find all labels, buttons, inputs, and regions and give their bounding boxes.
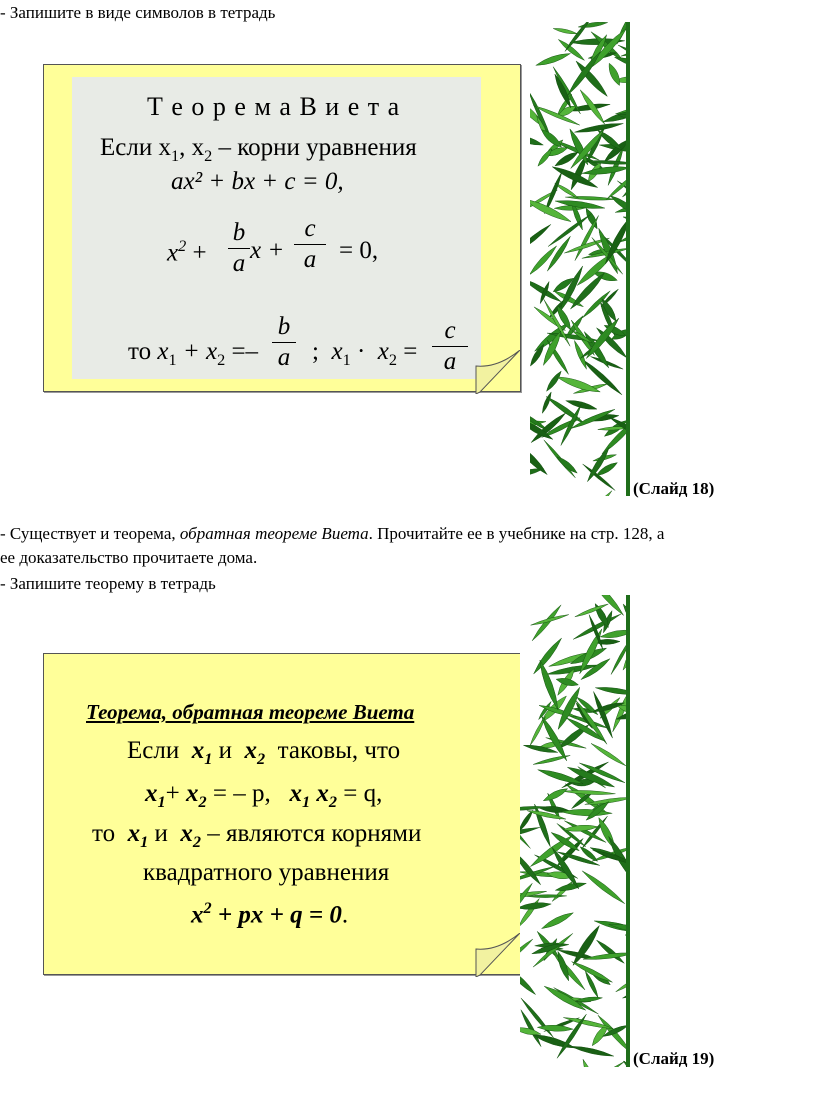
fraction-b-over-a: b a (228, 220, 250, 277)
converse-line-1: Если $x_1$ и $x_2$ таковы, что (127, 737, 401, 768)
theorem-condition: Если $x_1$, $x_2$ – корни уравнения (100, 134, 417, 165)
reduced-x-term: x + (250, 237, 285, 264)
instruction-line-4: - Запишите теорему в тетрадь (0, 574, 216, 593)
vieta-product: ; $x_1 \cdot x_2$ = (312, 338, 418, 369)
page-curl-icon (474, 350, 522, 394)
converse-line-2: $x_1+ x_2$ = – р, $x_1$ $x_2 = q$, (145, 780, 383, 811)
vieta-sum: то $x_1 + x_2$ =– (128, 338, 259, 369)
slide-19-title: Теорема, обратная теореме Виета (86, 700, 415, 724)
converse-equation: $x^2$ + px + q = 0. (191, 899, 349, 929)
page-curl-icon (474, 933, 522, 977)
fraction-c-over-a-product: c a (432, 318, 468, 375)
converse-line-4: квадратного уравнения (143, 859, 390, 886)
instruction-line-1: - Запишите в виде символов в тетрадь (0, 3, 276, 22)
converse-line-3: то $x_1$ и $x_2$ – являются корнями (92, 820, 422, 851)
instruction-line-3: ее доказательство прочитаете дома. (0, 548, 258, 567)
slide-19-caption: (Слайд 19) (633, 1049, 715, 1068)
bamboo-decoration-icon (520, 595, 630, 1067)
general-equation: ax² + bx + c = 0, (171, 168, 344, 195)
reduced-x2: $x^2$ + (167, 237, 207, 267)
slide-18-title: Т е о р е м а В и е т а (147, 92, 401, 121)
reduced-eq-zero: = 0, (339, 237, 379, 264)
fraction-minus-b-over-a: b a (272, 314, 296, 371)
bamboo-decoration-icon (530, 22, 630, 496)
instruction-line-2: - Существует и теорема, обратная теореме Виета. Прочитайте ее в учебнике на стр. 128, а (0, 524, 665, 543)
slide-18-caption: (Слайд 18) (633, 479, 715, 498)
fraction-c-over-a: c a (294, 216, 326, 273)
